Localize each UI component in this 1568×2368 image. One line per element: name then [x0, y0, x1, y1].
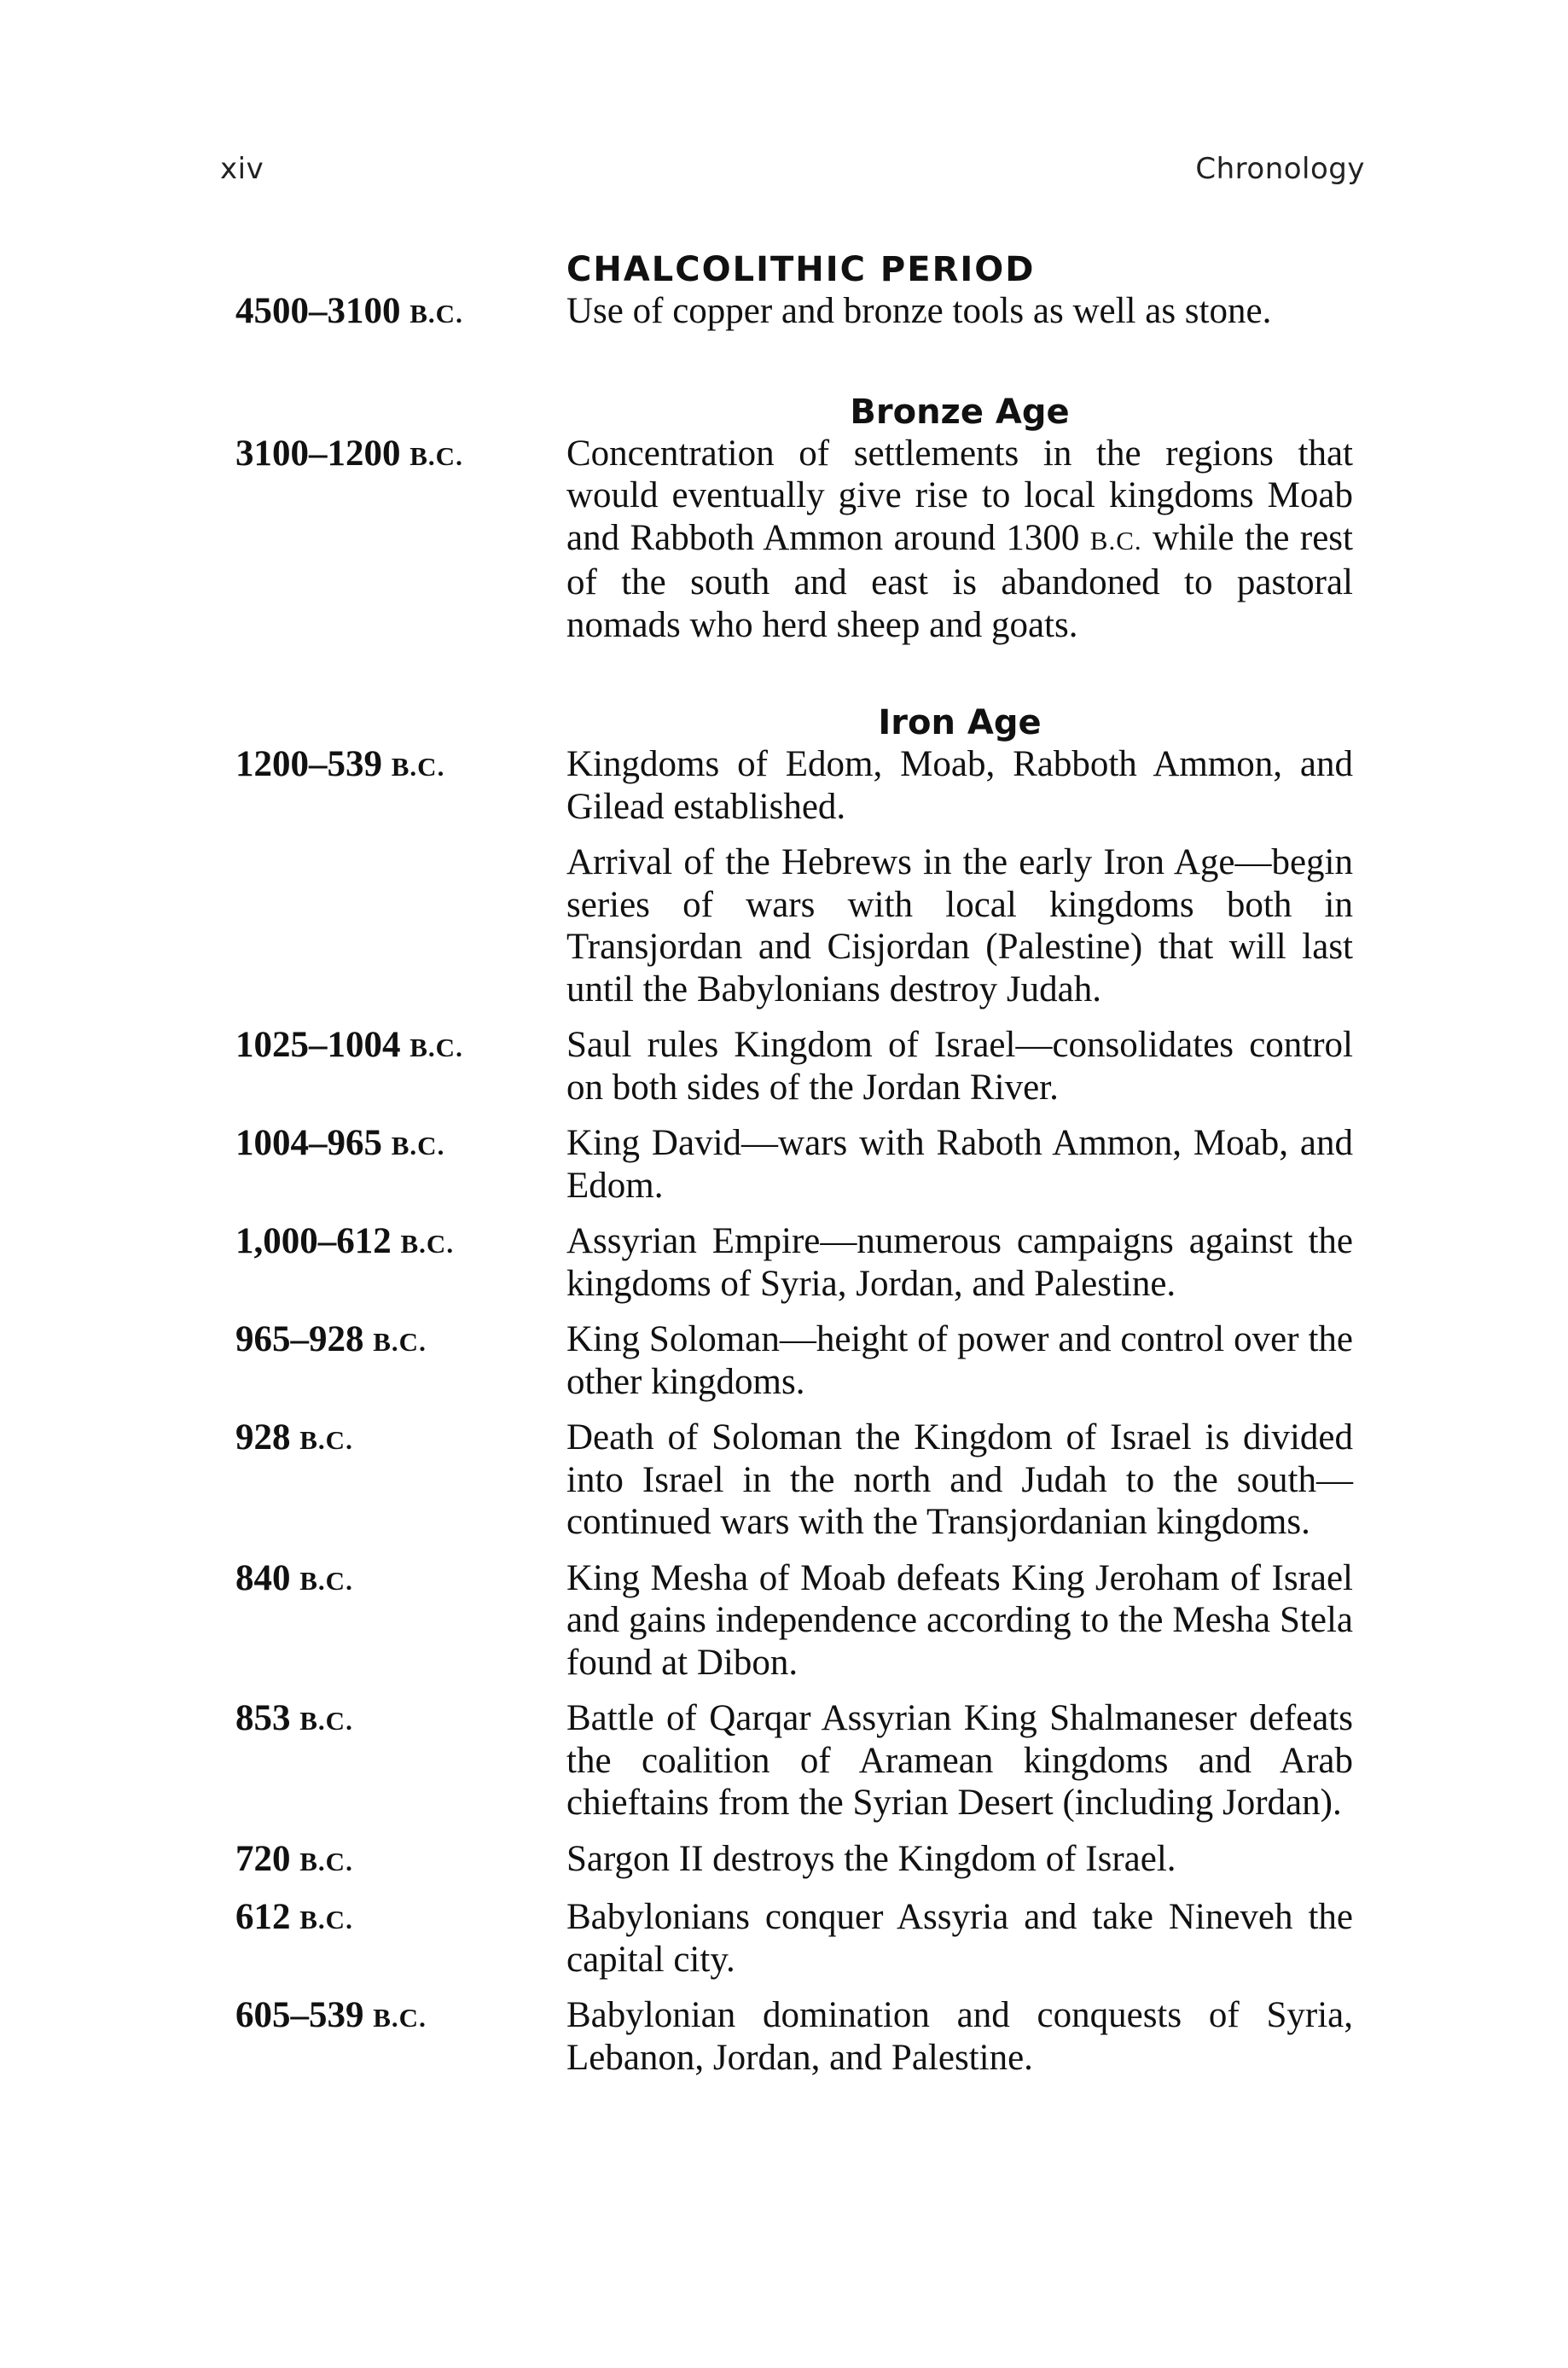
entry-description: Babylonians conquer Assyria and take Nineveh the capital city.: [566, 1897, 1353, 1980]
entry-description: Assyrian Empire—numerous campaigns against the kingdoms of Syria, Jordan, and Palestine.: [566, 1221, 1353, 1304]
entry-date: 853 B.C.: [235, 1698, 353, 1738]
timeline-entry: [235, 290, 1353, 335]
timeline-entry: [235, 1417, 1353, 1544]
page-number: xiv: [220, 152, 264, 186]
entry-description: King Soloman—height of power and control over the other kingdoms.: [566, 1319, 1353, 1402]
timeline-entry: [235, 743, 1353, 828]
entry-date: 840 B.C.: [235, 1557, 353, 1598]
timeline-entry: [235, 1557, 1353, 1684]
chronology-content: [235, 249, 1353, 2079]
running-head-title: Chronology: [1195, 152, 1365, 186]
entry-date: 1,000–612 B.C.: [235, 1221, 455, 1261]
timeline-entry: [235, 433, 1353, 647]
entry-date: 612 B.C.: [235, 1897, 353, 1937]
entry-description: Babylonian domination and conquests of Syria, Lebanon, Jordan, and Palestine.: [566, 1995, 1353, 2078]
entry-description: Kingdoms of Edom, Moab, Rabboth Ammon, and Gilead established.: [566, 744, 1353, 827]
entry-description: King Mesha of Moab defeats King Jeroham of Israel and gains independence according to the Mesha Stela found at Dibon.: [566, 1557, 1353, 1683]
timeline-entry: [235, 1122, 1353, 1207]
entry-description: Sargon II destroys the Kingdom of Israel.: [566, 1838, 1176, 1879]
entry-description: Death of Soloman the Kingdom of Israel is divided into Israel in the north and Judah to the south—continued wars with the Transjordanian kingdoms.: [566, 1417, 1353, 1542]
entry-date: 928 B.C.: [235, 1417, 353, 1457]
timeline-entry: [235, 1838, 1353, 1883]
section-title-bronze-age: Bronze Age: [850, 392, 1070, 432]
entry-description: Arrival of the Hebrews in the early Iron Age—begin series of wars with local kingdoms both in Transjordan and Cisjordan (Palestine) that will last until the Babylonians destroy Judah.: [566, 842, 1353, 1009]
timeline-entry: [235, 1318, 1353, 1403]
timeline-entry: [235, 1896, 1353, 1981]
timeline-entry: [235, 1697, 1353, 1824]
entry-description: King David—wars with Raboth Ammon, Moab, and Edom.: [566, 1123, 1353, 1206]
entry-date: 3100–1200 B.C.: [235, 433, 463, 474]
entry-date: 720 B.C.: [235, 1838, 353, 1879]
section-title-chalcolithic: CHALCOLITHIC PERIOD: [566, 250, 1036, 289]
entry-description: Battle of Qarqar Assyrian King Shalmaneser defeats the coalition of Aramean kingdoms and Arab chieftains from the Syrian Desert (including Jordan).: [566, 1698, 1353, 1823]
entry-description: Use of copper and bronze tools as well as stone.: [566, 291, 1272, 331]
section-title-iron-age: Iron Age: [878, 703, 1042, 742]
entry-description: Concentration of settlements in the regions that would eventually give rise to local kingdoms Moab and Rabboth Ammon around 1300 B.C. while the rest of the south and east is abandoned to pastoral nomads who herd sheep and goats.: [566, 433, 1353, 645]
timeline-entry: [235, 841, 1353, 1010]
entry-date: 1004–965 B.C.: [235, 1123, 445, 1163]
timeline-entry: [235, 1220, 1353, 1305]
entry-date: 605–539 B.C.: [235, 1995, 427, 2035]
entry-date: 4500–3100 B.C.: [235, 291, 463, 331]
entry-date: 1200–539 B.C.: [235, 744, 445, 784]
entry-date: 1025–1004 B.C.: [235, 1025, 463, 1065]
timeline-entry: [235, 1994, 1353, 2079]
entry-description: Saul rules Kingdom of Israel—consolidates control on both sides of the Jordan River.: [566, 1025, 1353, 1108]
timeline-entry: [235, 1024, 1353, 1108]
entry-date: 965–928 B.C.: [235, 1319, 427, 1359]
